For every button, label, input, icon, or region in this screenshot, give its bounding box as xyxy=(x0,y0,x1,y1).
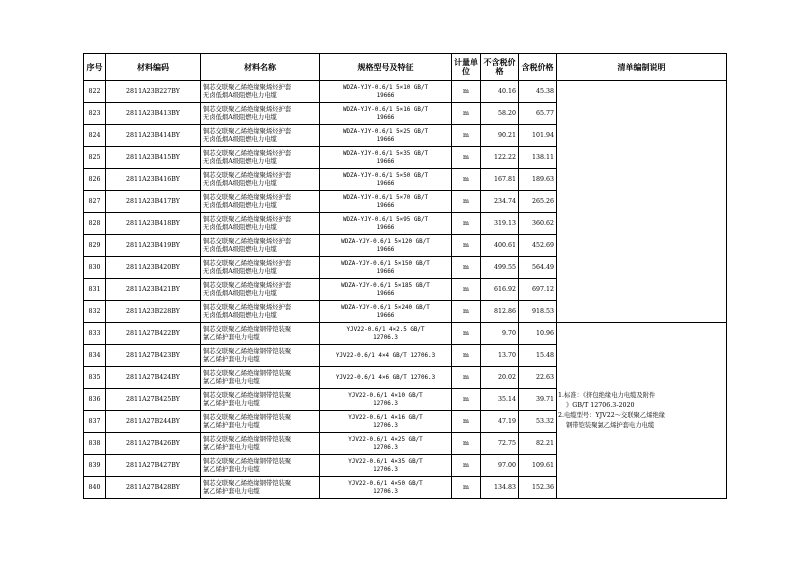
cell-code: 2811A27B427BY xyxy=(106,455,201,477)
cell-unit: m xyxy=(452,367,481,389)
cell-name-line1: 铜芯交联聚乙烯绝缘聚烯烃护套 xyxy=(203,303,292,311)
cell-name xyxy=(201,169,320,191)
cell-spec-line2: 19666 xyxy=(376,202,395,209)
cell-price: 9.70 xyxy=(481,323,519,345)
cell-code: 2811A27B426BY xyxy=(106,433,201,455)
cell-price: 400.61 xyxy=(481,235,519,257)
cell-taxprice: 15.48 xyxy=(519,345,557,367)
cell-name-line1: 铜芯交联聚乙烯绝缘钢带铠装聚 xyxy=(203,391,292,399)
cell-name-line1: 铜芯交联聚乙烯绝缘钢带铠装聚 xyxy=(203,479,292,487)
cell-name xyxy=(201,345,320,367)
cell-taxprice: 564.49 xyxy=(519,257,557,279)
cell-name-line2: 氯乙烯护套电力电缆 xyxy=(203,443,260,451)
cell-spec-line1: WDZA-YJY-0.6/1 5×16 GB/T xyxy=(342,106,429,113)
cell-unit: m xyxy=(452,147,481,169)
cell-taxprice: 138.11 xyxy=(519,147,557,169)
cell-name xyxy=(201,257,320,279)
cell-index: 834 xyxy=(84,345,106,367)
cell-unit: m xyxy=(452,125,481,147)
cell-name-line1: 铜芯交联聚乙烯绝缘聚烯烃护套 xyxy=(203,127,292,135)
cell-name-line2: 无卤低烟A级阻燃电力电缆 xyxy=(203,157,277,165)
cell-spec xyxy=(320,323,452,345)
cell-price: 40.16 xyxy=(481,81,519,103)
cell-spec-line1: WDZA-YJY-0.6/1 5×120 GB/T xyxy=(341,238,430,245)
cell-name-line1: 铜芯交联聚乙烯绝缘钢带铠装聚 xyxy=(203,325,292,333)
cell-price: 72.75 xyxy=(481,433,519,455)
cell-taxprice: 39.71 xyxy=(519,389,557,411)
cell-code: 2811A27B424BY xyxy=(106,367,201,389)
cell-taxprice: 45.38 xyxy=(519,81,557,103)
cell-spec-line1: YJV22-0.6/1 4×10 GB/T xyxy=(348,392,423,399)
cell-code: 2811A23B419BY xyxy=(106,235,201,257)
cell-code: 2811A23B417BY xyxy=(106,191,201,213)
cell-price: 13.70 xyxy=(481,345,519,367)
cell-spec-line2: 19666 xyxy=(376,92,395,99)
cell-spec-line1: WDZA-YJY-0.6/1 5×70 GB/T xyxy=(342,194,429,201)
cell-name xyxy=(201,235,320,257)
cell-spec xyxy=(320,367,452,389)
table-row xyxy=(84,323,727,345)
cell-taxprice: 82.21 xyxy=(519,433,557,455)
cell-price: 35.14 xyxy=(481,389,519,411)
header-code: 材料编码 xyxy=(106,54,201,81)
cell-unit: m xyxy=(452,411,481,433)
cell-index: 832 xyxy=(84,301,106,323)
cell-taxprice: 452.69 xyxy=(519,235,557,257)
cell-note xyxy=(557,323,727,499)
cell-spec-line2: 12706.3 xyxy=(373,422,398,429)
cell-code: 2811A23B420BY xyxy=(106,257,201,279)
table-header-row xyxy=(84,54,727,81)
cell-name-line2: 氯乙烯护套电力电缆 xyxy=(203,399,260,407)
cell-name-line1: 铜芯交联聚乙烯绝缘钢带铠装聚 xyxy=(203,457,292,465)
cell-unit: m xyxy=(452,169,481,191)
cell-name-line2: 无卤低烟A级阻燃电力电缆 xyxy=(203,245,277,253)
note-line1: 1.标准：《挤包绝缘电力电缆及附件 xyxy=(558,391,656,399)
cell-spec-line2: 19666 xyxy=(376,180,395,187)
cell-name-line1: 铜芯交联聚乙烯绝缘聚烯烃护套 xyxy=(203,171,292,179)
note-line2: 》GB/T 12706.3-2020 xyxy=(566,401,635,409)
cell-name-line1: 铜芯交联聚乙烯绝缘钢带铠装聚 xyxy=(203,369,292,377)
cell-code: 2811A23B416BY xyxy=(106,169,201,191)
cell-price: 812.86 xyxy=(481,301,519,323)
cell-taxprice: 109.61 xyxy=(519,455,557,477)
cell-price: 122.22 xyxy=(481,147,519,169)
note-line4: 钢带铠装聚氯乙烯护套电力电缆 xyxy=(566,421,655,429)
cell-spec-line2: 12706.3 xyxy=(373,488,398,495)
cell-name-line2: 无卤低烟A级阻燃电力电缆 xyxy=(203,113,277,121)
note-line3: 2.电缆型号：YJV22～交联聚乙烯绝缘 xyxy=(558,411,666,419)
cell-name-line2: 氯乙烯护套电力电缆 xyxy=(203,465,260,473)
material-price-table xyxy=(83,53,727,499)
cell-spec-line2: 19666 xyxy=(376,268,395,275)
cell-name-line1: 铜芯交联聚乙烯绝缘钢带铠装聚 xyxy=(203,347,292,355)
cell-unit: m xyxy=(452,345,481,367)
cell-spec-line1: WDZA-YJY-0.6/1 5×25 GB/T xyxy=(342,128,429,135)
cell-taxprice: 189.63 xyxy=(519,169,557,191)
cell-unit: m xyxy=(452,433,481,455)
cell-name-line2: 氯乙烯护套电力电缆 xyxy=(203,487,260,495)
cell-spec xyxy=(320,169,452,191)
cell-unit: m xyxy=(452,81,481,103)
cell-taxprice: 53.32 xyxy=(519,411,557,433)
cell-price: 499.55 xyxy=(481,257,519,279)
cell-spec-line1: WDZA-YJY-0.6/1 5×240 GB/T xyxy=(341,304,430,311)
cell-unit: m xyxy=(452,191,481,213)
header-index: 序号 xyxy=(84,54,106,81)
cell-name-line2: 无卤低烟A级阻燃电力电缆 xyxy=(203,135,277,143)
price-list-sheet xyxy=(83,53,726,499)
cell-taxprice: 10.96 xyxy=(519,323,557,345)
cell-spec-line2: 19666 xyxy=(376,136,395,143)
cell-name xyxy=(201,389,320,411)
cell-spec-line1: YJV22-0.6/1 4×6 GB/T 12706.3 xyxy=(335,374,436,381)
cell-name xyxy=(201,213,320,235)
cell-note-blank xyxy=(557,81,727,323)
cell-spec-line1: YJV22-0.6/1 4×2.5 GB/T xyxy=(346,326,425,333)
cell-name xyxy=(201,301,320,323)
cell-taxprice: 360.62 xyxy=(519,213,557,235)
cell-name-line1: 铜芯交联聚乙烯绝缘钢带铠装聚 xyxy=(203,413,292,421)
cell-spec-line1: YJV22-0.6/1 4×4 GB/T 12706.3 xyxy=(335,352,436,359)
cell-index: 823 xyxy=(84,103,106,125)
cell-spec-line1: YJV22-0.6/1 4×50 GB/T xyxy=(348,480,423,487)
cell-index: 840 xyxy=(84,477,106,499)
cell-unit: m xyxy=(452,389,481,411)
cell-code: 2811A27B422BY xyxy=(106,323,201,345)
cell-spec-line2: 19666 xyxy=(376,312,395,319)
cell-spec-line1: WDZA-YJY-0.6/1 5×35 GB/T xyxy=(342,150,429,157)
cell-spec-line2: 12706.3 xyxy=(373,334,398,341)
cell-unit: m xyxy=(452,213,481,235)
cell-spec-line2: 12706.3 xyxy=(373,444,398,451)
cell-name xyxy=(201,103,320,125)
cell-name-line2: 氯乙烯护套电力电缆 xyxy=(203,377,260,385)
cell-spec-line1: WDZA-YJY-0.6/1 5×185 GB/T xyxy=(341,282,430,289)
cell-price: 47.19 xyxy=(481,411,519,433)
cell-price: 90.21 xyxy=(481,125,519,147)
cell-spec xyxy=(320,213,452,235)
cell-spec xyxy=(320,477,452,499)
cell-price: 58.20 xyxy=(481,103,519,125)
cell-code: 2811A23B418BY xyxy=(106,213,201,235)
cell-code: 2811A23B228BY xyxy=(106,301,201,323)
cell-index: 831 xyxy=(84,279,106,301)
cell-name xyxy=(201,147,320,169)
header-price: 不含税价格 xyxy=(481,54,519,81)
cell-price: 167.81 xyxy=(481,169,519,191)
cell-index: 824 xyxy=(84,125,106,147)
cell-index: 836 xyxy=(84,389,106,411)
cell-spec xyxy=(320,125,452,147)
cell-index: 838 xyxy=(84,433,106,455)
cell-spec-line1: WDZA-YJY-0.6/1 5×95 GB/T xyxy=(342,216,429,223)
cell-name xyxy=(201,367,320,389)
cell-index: 839 xyxy=(84,455,106,477)
cell-spec xyxy=(320,147,452,169)
cell-unit: m xyxy=(452,455,481,477)
cell-name xyxy=(201,125,320,147)
cell-spec xyxy=(320,455,452,477)
cell-name xyxy=(201,411,320,433)
cell-name-line1: 铜芯交联聚乙烯绝缘聚烯烃护套 xyxy=(203,83,292,91)
cell-name xyxy=(201,191,320,213)
cell-spec xyxy=(320,345,452,367)
cell-taxprice: 697.12 xyxy=(519,279,557,301)
cell-index: 837 xyxy=(84,411,106,433)
cell-index: 828 xyxy=(84,213,106,235)
cell-index: 825 xyxy=(84,147,106,169)
cell-spec xyxy=(320,257,452,279)
cell-spec xyxy=(320,433,452,455)
cell-taxprice: 65.77 xyxy=(519,103,557,125)
cell-unit: m xyxy=(452,279,481,301)
cell-unit: m xyxy=(452,323,481,345)
cell-name xyxy=(201,433,320,455)
cell-spec xyxy=(320,191,452,213)
cell-spec xyxy=(320,279,452,301)
cell-price: 319.13 xyxy=(481,213,519,235)
cell-code: 2811A23B415BY xyxy=(106,147,201,169)
cell-code: 2811A23B414BY xyxy=(106,125,201,147)
cell-price: 134.83 xyxy=(481,477,519,499)
table-row xyxy=(84,81,727,103)
cell-name xyxy=(201,81,320,103)
cell-name-line1: 铜芯交联聚乙烯绝缘聚烯烃护套 xyxy=(203,259,292,267)
cell-taxprice: 101.94 xyxy=(519,125,557,147)
cell-name-line2: 无卤低烟A级阻燃电力电缆 xyxy=(203,311,277,319)
cell-name xyxy=(201,455,320,477)
cell-spec-line1: YJV22-0.6/1 4×16 GB/T xyxy=(348,414,423,421)
cell-spec-line1: YJV22-0.6/1 4×25 GB/T xyxy=(348,436,423,443)
cell-spec-line1: WDZA-YJY-0.6/1 5×150 GB/T xyxy=(341,260,430,267)
cell-name-line1: 铜芯交联聚乙烯绝缘聚烯烃护套 xyxy=(203,105,292,113)
cell-price: 97.00 xyxy=(481,455,519,477)
cell-spec xyxy=(320,389,452,411)
header-name: 材料名称 xyxy=(201,54,320,81)
cell-unit: m xyxy=(452,257,481,279)
cell-spec-line2: 19666 xyxy=(376,246,395,253)
cell-code: 2811A27B425BY xyxy=(106,389,201,411)
cell-name-line2: 无卤低烟A级阻燃电力电缆 xyxy=(203,223,277,231)
cell-name xyxy=(201,323,320,345)
cell-spec xyxy=(320,411,452,433)
cell-spec xyxy=(320,81,452,103)
cell-spec xyxy=(320,301,452,323)
cell-name-line2: 无卤低烟A级阻燃电力电缆 xyxy=(203,267,277,275)
header-spec: 规格型号及特征 xyxy=(320,54,452,81)
cell-spec xyxy=(320,103,452,125)
cell-spec xyxy=(320,235,452,257)
cell-unit: m xyxy=(452,235,481,257)
cell-name-line1: 铜芯交联聚乙烯绝缘聚烯烃护套 xyxy=(203,193,292,201)
cell-taxprice: 918.53 xyxy=(519,301,557,323)
cell-spec-line2: 19666 xyxy=(376,290,395,297)
cell-price: 234.74 xyxy=(481,191,519,213)
cell-index: 833 xyxy=(84,323,106,345)
cell-price: 616.92 xyxy=(481,279,519,301)
cell-taxprice: 22.63 xyxy=(519,367,557,389)
cell-name-line1: 铜芯交联聚乙烯绝缘聚烯烃护套 xyxy=(203,237,292,245)
cell-spec-line2: 12706.3 xyxy=(373,466,398,473)
cell-code: 2811A27B423BY xyxy=(106,345,201,367)
cell-index: 822 xyxy=(84,81,106,103)
cell-name-line2: 氯乙烯护套电力电缆 xyxy=(203,421,260,429)
header-note: 清单编制说明 xyxy=(557,54,727,81)
cell-name-line1: 铜芯交联聚乙烯绝缘钢带铠装聚 xyxy=(203,435,292,443)
cell-name xyxy=(201,279,320,301)
cell-index: 827 xyxy=(84,191,106,213)
cell-name-line2: 氯乙烯护套电力电缆 xyxy=(203,355,260,363)
cell-index: 829 xyxy=(84,235,106,257)
cell-spec-line2: 19666 xyxy=(376,224,395,231)
header-unit: 计量单位 xyxy=(452,54,481,81)
cell-price: 20.02 xyxy=(481,367,519,389)
cell-code: 2811A27B244BY xyxy=(106,411,201,433)
cell-taxprice: 152.36 xyxy=(519,477,557,499)
cell-index: 826 xyxy=(84,169,106,191)
cell-spec-line1: WDZA-YJY-0.6/1 5×50 GB/T xyxy=(342,172,429,179)
cell-spec-line2: 19666 xyxy=(376,114,395,121)
cell-name-line1: 铜芯交联聚乙烯绝缘聚烯烃护套 xyxy=(203,281,292,289)
cell-spec-line1: YJV22-0.6/1 4×35 GB/T xyxy=(348,458,423,465)
cell-index: 830 xyxy=(84,257,106,279)
cell-code: 2811A23B421BY xyxy=(106,279,201,301)
cell-name-line1: 铜芯交联聚乙烯绝缘聚烯烃护套 xyxy=(203,215,292,223)
cell-name-line2: 无卤低烟A级阻燃电力电缆 xyxy=(203,201,277,209)
cell-spec-line1: WDZA-YJY-0.6/1 5×10 GB/T xyxy=(342,84,429,91)
cell-unit: m xyxy=(452,301,481,323)
cell-index: 835 xyxy=(84,367,106,389)
cell-unit: m xyxy=(452,103,481,125)
cell-name-line2: 无卤低烟A级阻燃电力电缆 xyxy=(203,289,277,297)
cell-name xyxy=(201,477,320,499)
cell-name-line2: 氯乙烯护套电力电缆 xyxy=(203,333,260,341)
header-taxprice: 含税价格 xyxy=(519,54,557,81)
cell-taxprice: 265.26 xyxy=(519,191,557,213)
cell-name-line2: 无卤低烟A级阻燃电力电缆 xyxy=(203,179,277,187)
cell-name-line1: 铜芯交联聚乙烯绝缘聚烯烃护套 xyxy=(203,149,292,157)
cell-name-line2: 无卤低烟A级阻燃电力电缆 xyxy=(203,91,277,99)
cell-code: 2811A23B227BY xyxy=(106,81,201,103)
cell-code: 2811A27B428BY xyxy=(106,477,201,499)
cell-unit: m xyxy=(452,477,481,499)
cell-spec-line2: 12706.3 xyxy=(373,400,398,407)
cell-code: 2811A23B413BY xyxy=(106,103,201,125)
cell-spec-line2: 19666 xyxy=(376,158,395,165)
